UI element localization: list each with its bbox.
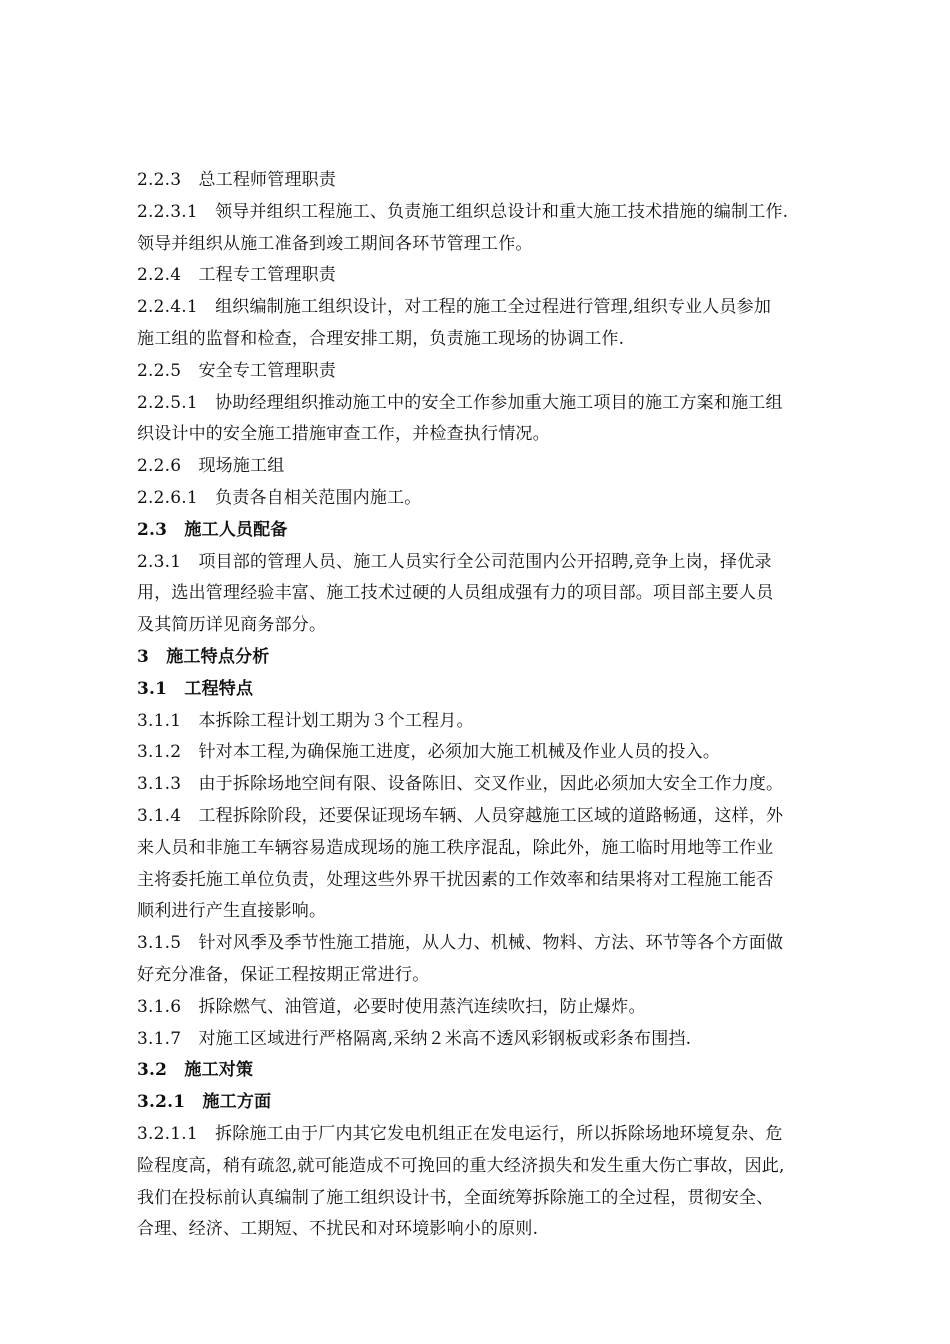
text-line: 3.1.2 针对本工程,为确保施工进度，必须加大施工机械及作业人员的投入。 bbox=[137, 742, 721, 763]
text-line: 来人员和非施工车辆容易造成现场的施工秩序混乱，除此外，施工临时用地等工作业 bbox=[137, 837, 774, 858]
text-line: 合理、经济、工期短、不扰民和对环境影响小的原则. bbox=[137, 1219, 539, 1240]
text-line: 3.1.7 对施工区域进行严格隔离,采纳２米高不透风彩钢板或彩条布围挡. bbox=[137, 1028, 692, 1049]
text-line: 顺利进行产生直接影响。 bbox=[137, 901, 327, 922]
text-line: 3.1.5 针对风季及季节性施工措施，从人力、机械、物料、方法、环节等各个方面做 bbox=[137, 933, 784, 954]
text-line: 2.2.6.1 负责各自相关范围内施工。 bbox=[137, 487, 422, 508]
text-line: 3.1.1 本拆除工程计划工期为３个工程月。 bbox=[137, 710, 474, 731]
text-line: 2.2.3 总工程师管理职责 bbox=[137, 170, 337, 190]
section-heading: 3.1 工程特点 bbox=[137, 678, 254, 699]
text-line: 险程度高，稍有疏忽,就可能造成不可挽回的重大经济损失和发生重大伤亡事故，因此, bbox=[137, 1155, 785, 1176]
text-line: 2.2.4 工程专工管理职责 bbox=[137, 265, 337, 286]
section-heading: 2.3 施工人员配备 bbox=[137, 519, 288, 540]
text-line: 主将委托施工单位负责，处理这些外界干扰因素的工作效率和结果将对工程施工能否 bbox=[137, 869, 774, 890]
text-line: 2.2.6 现场施工组 bbox=[137, 456, 285, 477]
text-line: 2.2.3.1 领导并组织工程施工、负责施工组织总设计和重大施工技术措施的编制工作. bbox=[137, 201, 789, 222]
text-line: 2.2.5.1 协助经理组织推动施工中的安全工作参加重大施工项目的施工方案和施工组 bbox=[137, 392, 783, 413]
text-line: 我们在投标前认真编制了施工组织设计书，全面统筹拆除施工的全过程，贯彻安全、 bbox=[137, 1187, 774, 1208]
section-heading: 3.2 施工对策 bbox=[137, 1060, 254, 1081]
subsection-heading: 3.2.1 施工方面 bbox=[137, 1092, 272, 1113]
text-line: 3.2.1.1 拆除施工由于厂内其它发电机组正在发电运行，所以拆除场地环境复杂、危 bbox=[137, 1123, 783, 1144]
text-line: 3.1.3 由于拆除场地空间有限、设备陈旧、交叉作业，因此必须加大安全工作力度。 bbox=[137, 774, 784, 795]
text-line: 织设计中的安全施工措施审查工作，并检查执行情况。 bbox=[137, 424, 550, 445]
text-line: 领导并组织从施工准备到竣工期间各环节管理工作。 bbox=[137, 233, 533, 254]
text-line: 及其简历详见商务部分。 bbox=[137, 615, 327, 636]
text-line: 2.2.5 安全专工管理职责 bbox=[137, 360, 337, 381]
text-line: 3.1.6 拆除燃气、油管道，必要时使用蒸汽连续吹扫，防止爆炸。 bbox=[137, 996, 646, 1017]
text-line: 用，选出管理经验丰富、施工技术过硬的人员组成强有力的项目部。项目部主要人员 bbox=[137, 583, 774, 604]
text-line: 3.1.4 工程拆除阶段，还要保证现场车辆、人员穿越施工区域的道路畅通，这样，外 bbox=[137, 805, 784, 826]
chapter-heading: 3 施工特点分析 bbox=[137, 646, 270, 667]
text-line: 2.3.1 项目部的管理人员、施工人员实行全公司范围内公开招聘,竞争上岗，择优录 bbox=[137, 551, 772, 572]
document-page bbox=[137, 165, 857, 1246]
text-line: 好充分准备，保证工程按期正常进行。 bbox=[137, 964, 430, 985]
text-line: 2.2.4.1 组织编制施工组织设计，对工程的施工全过程进行管理,组织专业人员参加 bbox=[137, 297, 772, 318]
text-line: 施工组的监督和检查，合理安排工期，负责施工现场的协调工作. bbox=[137, 328, 625, 349]
